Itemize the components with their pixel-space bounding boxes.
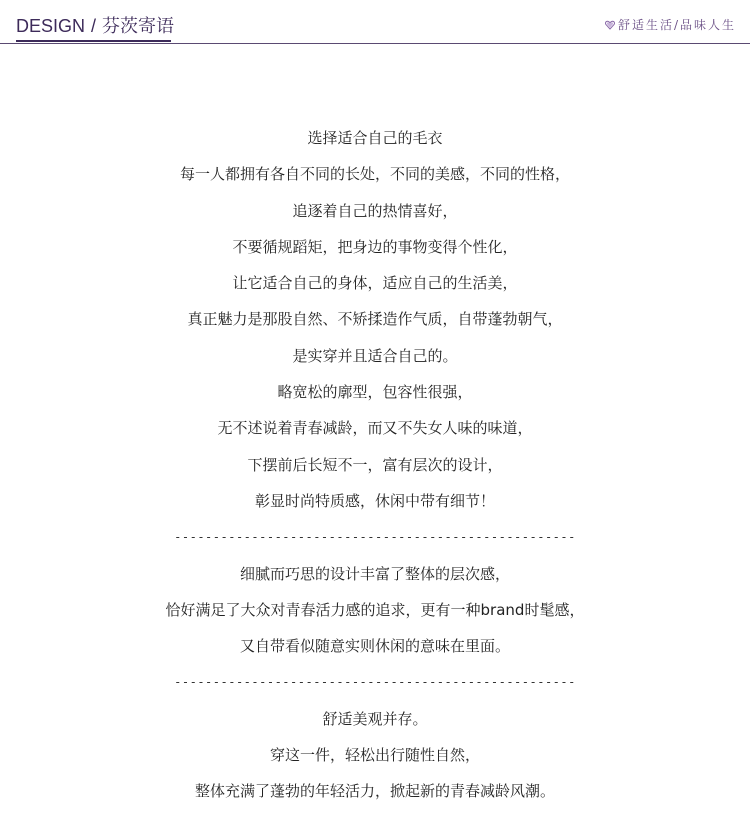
header-slogan <box>605 16 736 33</box>
dashed-divider: ---------------------------------------------------- <box>174 530 576 545</box>
text-block-3 <box>0 701 750 810</box>
text-line: 追逐着自己的热情喜好， <box>292 201 458 220</box>
text-line: 真正魅力是那股自然、不矫揉造作气质，自带蓬勃朝气， <box>187 310 563 329</box>
text-line: 不要循规蹈矩，把身边的事物变得个性化， <box>232 237 518 256</box>
slogan-text: 舒适生活/品味人生 <box>617 18 736 32</box>
section-label: 芬茨寄语 <box>102 16 175 36</box>
heart-icon <box>605 20 615 30</box>
text-line: 细腻而巧思的设计丰富了整体的层次感， <box>239 564 510 583</box>
text-line: 恰好满足了大众对青春活力感的追求，更有一种brand时髦感， <box>165 600 585 619</box>
title-underline <box>16 40 171 42</box>
text-line: 舒适美观并存。 <box>322 709 428 728</box>
text-line: 穿这一件，轻松出行随性自然， <box>269 746 480 765</box>
page-header <box>0 0 750 46</box>
dashed-divider: ---------------------------------------------------- <box>174 675 576 690</box>
text-line: 下摆前后长短不一，富有层次的设计， <box>247 455 503 474</box>
article-body <box>0 120 750 810</box>
title-separator: / <box>91 16 97 36</box>
text-line: 彰显时尚特质感，休闲中带有细节！ <box>254 491 495 510</box>
text-line: 整体充满了蓬勃的年轻活力，掀起新的青春减龄风潮。 <box>194 782 555 801</box>
text-line: 每一人都拥有各自不同的长处，不同的美感，不同的性格， <box>179 165 570 184</box>
text-block-2 <box>0 556 750 665</box>
text-line: 又自带看似随意实则休闲的意味在里面。 <box>239 637 510 656</box>
text-line: 无不述说着青春减龄，而又不失女人味的味道， <box>217 419 533 438</box>
text-line: 让它适合自己的身体，适应自己的生活美， <box>232 274 518 293</box>
text-line: 选择适合自己的毛衣 <box>307 129 443 147</box>
header-title <box>16 12 174 38</box>
header-divider-line <box>0 43 750 44</box>
text-line: 略宽松的廓型，包容性很强， <box>277 383 473 402</box>
brand-label: DESIGN <box>16 16 86 36</box>
text-line: 是实穿并且适合自己的。 <box>292 346 458 365</box>
text-block-1 <box>0 120 750 519</box>
